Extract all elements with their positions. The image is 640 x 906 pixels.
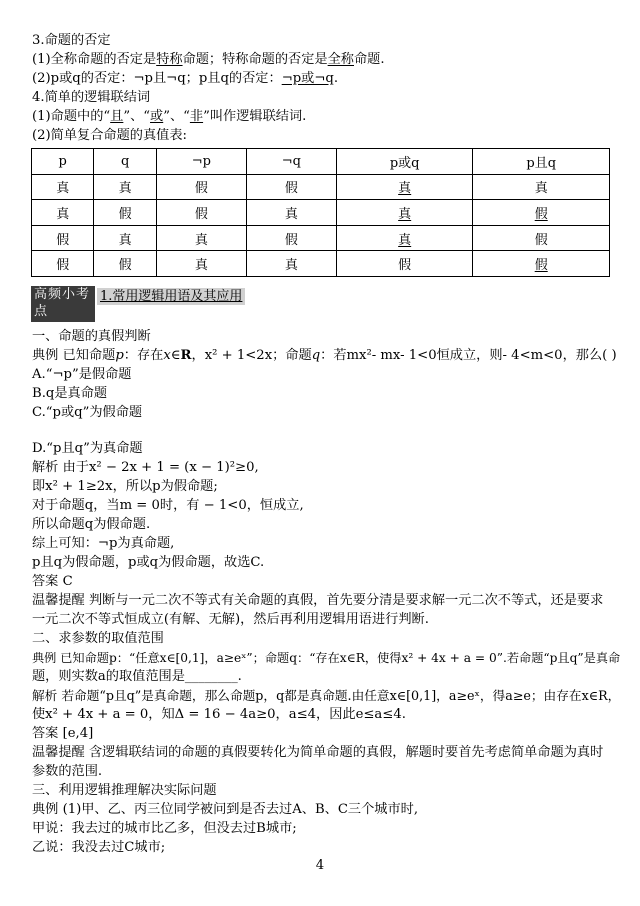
table-header-cell: ¬p xyxy=(156,149,246,175)
table-cell: 真 xyxy=(473,174,610,200)
ex2-solution-line: 解析 若命题“p且q”是真命题，那么命题p，q都是真命题.由任意x∈[0,1]，a≥eˣ，得a≥e；由存在x∈R， xyxy=(32,688,621,703)
table-cell: 真 xyxy=(94,225,156,251)
table-cell: 真 xyxy=(336,225,473,251)
ex1-solution-line: p且q为假命题，p或q为假命题，故选C. xyxy=(32,555,265,570)
table-cell: 假 xyxy=(473,251,610,277)
truth-table xyxy=(31,148,610,277)
table-header-cell: q xyxy=(94,149,156,175)
table-cell: 真 xyxy=(246,251,336,277)
table-cell: 真 xyxy=(32,174,94,200)
ex1-solution-line: 所以命题q为假命题. xyxy=(32,517,151,532)
table-cell: 真 xyxy=(336,174,473,200)
table-cell: 真 xyxy=(336,200,473,226)
table-cell: 真 xyxy=(32,200,94,226)
ex2-solution-line: 使x² + 4x + a = 0，知Δ = 16 − 4a≥0，a≤4，因此e≤a≤4. xyxy=(32,707,406,722)
ex1-intro: 典例 已知命题p：存在x∈R，x² + 1<2x；命题q：若mx²- mx- 1<0恒成立，则- 4<m<0，那么( ) xyxy=(32,348,617,363)
table-cell: 真 xyxy=(156,225,246,251)
ex1-tip-line: 一元二次不等式恒成立(有解、无解)，然后再利用逻辑用语进行判断. xyxy=(32,612,429,627)
table-cell: 假 xyxy=(473,200,610,226)
table-row xyxy=(32,200,610,226)
ex3-line: 甲说：我去过的城市比乙多，但没去过B城市; xyxy=(32,821,297,836)
banner-tag: 高频小考点 xyxy=(31,286,95,322)
table-cell: 真 xyxy=(94,174,156,200)
table-header-cell: p xyxy=(32,149,94,175)
sec3-line2: (2)p或q的否定：¬p且¬q；p且q的否定：¬p或¬q. xyxy=(32,71,339,86)
ex1-option-b: B.q是真命题 xyxy=(32,386,108,401)
table-header-row xyxy=(32,149,610,175)
table-cell: 真 xyxy=(156,251,246,277)
table-header-cell: p或q xyxy=(336,149,473,175)
ex1-option-d: D.“p且q”为真命题 xyxy=(32,441,143,456)
table-cell: 假 xyxy=(94,251,156,277)
table-header-cell: p且q xyxy=(473,149,610,175)
ex2-line: 题，则实数a的取值范围是________. xyxy=(32,669,242,684)
ex3-line: 典例 (1)甲、乙、丙三位同学被问到是否去过A、B、C三个城市时, xyxy=(32,802,419,817)
table-cell: 假 xyxy=(32,225,94,251)
part1-title: 一、命题的真假判断 xyxy=(32,329,151,344)
sec3-line1: (1)全称命题的否定是特称命题；特称命题的否定是全称命题. xyxy=(32,52,385,67)
banner-label: 1.常用逻辑用语及其应用 xyxy=(97,288,245,305)
ex3-line: 乙说：我没去过C城市; xyxy=(32,840,166,855)
part3-title: 三、利用逻辑推理解决实际问题 xyxy=(32,783,217,798)
sec4-line1: (1)命题中的“且”、“或”、“非”叫作逻辑联结词. xyxy=(32,109,307,124)
ex1-tip-line: 温馨提醒 判断与一元二次不等式有关命题的真假，首先要分清是要求解一元二次不等式，还是要求 xyxy=(32,593,604,608)
table-cell: 假 xyxy=(94,200,156,226)
page-number: 4 xyxy=(315,858,325,873)
table-cell: 真 xyxy=(246,200,336,226)
ex1-option-a: A.“¬p”是假命题 xyxy=(32,367,132,382)
table-header-cell: ¬q xyxy=(246,149,336,175)
table-row xyxy=(32,174,610,200)
table-cell: 假 xyxy=(156,200,246,226)
ex2-line: 典例 已知命题p：“任意x∈[0,1]，a≥eˣ”；命题q：“存在x∈R，使得x² + 4x + a = 0”.若命题“p且q”是真命 xyxy=(32,651,621,665)
table-cell: 假 xyxy=(473,225,610,251)
ex1-solution-line: 对于命题q，当m = 0时，有 − 1<0，恒成立, xyxy=(32,498,304,513)
ex2-tip-line: 温馨提醒 含逻辑联结词的命题的真假要转化为简单命题的真假，解题时要首先考虑简单命题为真时 xyxy=(32,745,604,760)
ex1-solution-line: 综上可知：¬p为真命题, xyxy=(32,536,175,551)
table-cell: 假 xyxy=(32,251,94,277)
ex2-tip-line: 参数的范围. xyxy=(32,764,103,779)
ex1-option-c: C.“p或q”为假命题 xyxy=(32,405,143,420)
ex1-solution-line: 即x² + 1≥2x，所以p为假命题; xyxy=(32,479,218,494)
table-cell: 假 xyxy=(156,174,246,200)
sec4-line2: (2)简单复合命题的真值表: xyxy=(32,128,187,143)
ex2-answer: 答案 [e,4] xyxy=(32,726,94,741)
sec3-title: 3.命题的否定 xyxy=(32,33,111,48)
table-cell: 假 xyxy=(246,174,336,200)
table-cell: 假 xyxy=(336,251,473,277)
table-row xyxy=(32,225,610,251)
table-row xyxy=(32,251,610,277)
table-cell: 假 xyxy=(246,225,336,251)
sec4-title: 4.简单的逻辑联结词 xyxy=(32,90,151,105)
ex1-solution-line: 解析 由于x² − 2x + 1 = (x − 1)²≥0, xyxy=(32,460,259,475)
part2-title: 二、求参数的取值范围 xyxy=(32,631,164,646)
ex1-answer: 答案 C xyxy=(32,574,73,589)
